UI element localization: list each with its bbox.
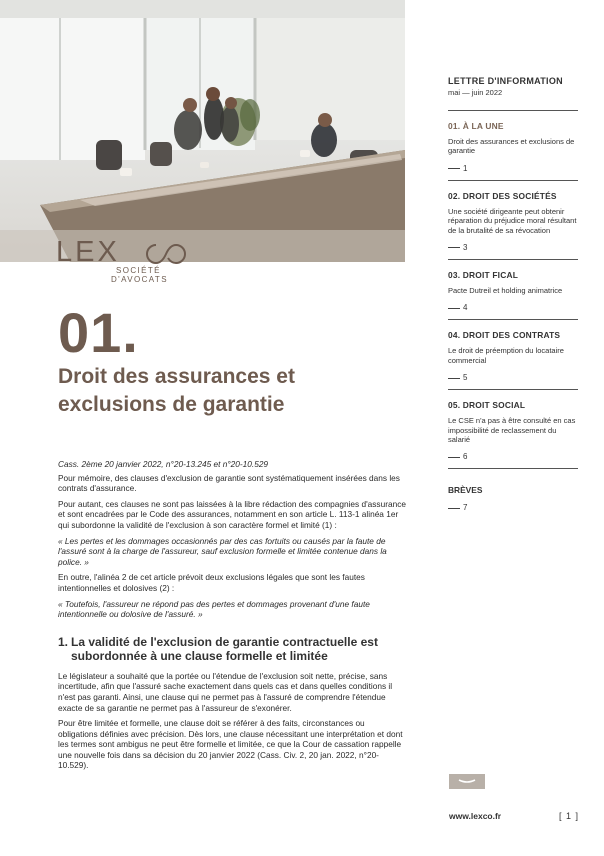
dash-icon <box>448 457 460 458</box>
page-number: [ 1 ] <box>559 811 580 821</box>
website-link[interactable]: www.lexco.fr <box>449 811 502 821</box>
dash-icon <box>448 508 460 509</box>
dash-icon <box>448 168 460 169</box>
case-reference: Cass. 2ème 20 janvier 2022, n°20-13.245 et n°20-10.529 <box>58 459 269 469</box>
header-photo <box>0 0 405 262</box>
next-page-button[interactable] <box>449 774 485 789</box>
article-number: 01. <box>58 301 139 364</box>
article-body <box>58 459 406 776</box>
newsletter-heading: LETTRE D'INFORMATION <box>448 76 563 86</box>
logo-infinity-mark <box>144 241 188 267</box>
toc-item-droit-des-contrats[interactable]: 04. DROIT DES CONTRATS Le droit de préemption du locataire commercial 5 <box>448 320 578 390</box>
article-title: Droit des assurances et exclusions de garantie <box>58 365 295 416</box>
toc-item-droit-social[interactable]: 05. DROIT SOCIAL Le CSE n'a pas à être consulté en cas impossibilité de reclassement du salarié 6 <box>448 390 578 469</box>
legal-quote: « Toutefois, l'assureur ne répond pas des pertes et dommages provenant d'une faute intentionnelle ou dolosive de l'assuré. » <box>58 598 370 620</box>
logo-subtitle: SOCIÉTÉ D'AVOCATS <box>111 266 168 284</box>
newsletter-date: mai — juin 2022 <box>448 88 503 97</box>
section-heading: 1. La validité de l'exclusion de garantie contractuelle est subordonnée à une clause formelle et limitée <box>58 634 378 664</box>
paragraph: Pour mémoire, des clauses d'exclusion de garantie sont systématiquement insérées dans les contrats d'assurance. <box>58 472 400 494</box>
chevron-down-icon <box>449 774 485 789</box>
paragraph: En outre, l'alinéa 2 de cet article prévoit deux exclusions légales que sont les fautes intentionnelles et dolosives (2) : <box>58 572 365 593</box>
paragraph: Pour être limitée et formelle, une clause doit se référer à des faits, circonstances ou obligations définies avec précision. Dès lors, une clause nécessitant une interprétation et dont les termes sont ambigus ne peut être formelle et limitée, ce que la Cour de cassation rappelle une nouvelle fois dans sa décision du 20 janvier 2022 (Cass. Civ. 2, 20 jan. 2022, n°20-10.529). <box>58 718 403 771</box>
paragraph: Le législateur a souhaité que la portée ou l'étendue de l'exclusion soit nette, précise, sans incertitude, afin que l'assuré sache exactement dans quels cas et dans quelles conditions il n'est pas garanti. Ainsi, une clause qui ne permet pas à l'assuré de comprendre l'étendue exacte de sa garantie ne permet pas à l'assureur de s'exonérer. <box>58 670 393 713</box>
dash-icon <box>448 378 460 379</box>
logo-wordmark: LEX <box>56 236 120 268</box>
legal-quote: « Les pertes et les dommages occasionnés par des cas fortuits ou causés par la faute de l'assuré sont à la charge de l'assureur, sauf exclusion formelle et limitée contenue dans la police. » <box>58 535 387 567</box>
table-of-contents <box>448 76 578 512</box>
lexco-logo <box>56 236 256 288</box>
dash-icon <box>448 308 460 309</box>
toc-item-a-la-une[interactable]: 01. À LA UNE Droit des assurances et exclusions de garantie 1 <box>448 111 578 181</box>
toc-item-droit-fiscal[interactable]: 03. DROIT FICAL Pacte Dutreil et holding animatrice 4 <box>448 260 578 320</box>
meeting-room-illustration <box>0 0 405 262</box>
toc-item-droit-des-societes[interactable]: 02. DROIT DES SOCIÉTÉS Une société dirigeante peut obtenir réparation du préjudice moral résultant de la brutalité de sa révocation 3 <box>448 181 578 260</box>
dash-icon <box>448 247 460 248</box>
paragraph: Pour autant, ces clauses ne sont pas laissées à la libre rédaction des compagnies d'assurance et sont encadrées par le Code des assurances, notamment en son article L. 113-1 alinéa 1er qui subordonne la validité de l'exclusion à son caractère formel et limité (1) : <box>58 498 406 530</box>
toc-item-breves[interactable]: BRÈVES 7 <box>448 485 483 513</box>
